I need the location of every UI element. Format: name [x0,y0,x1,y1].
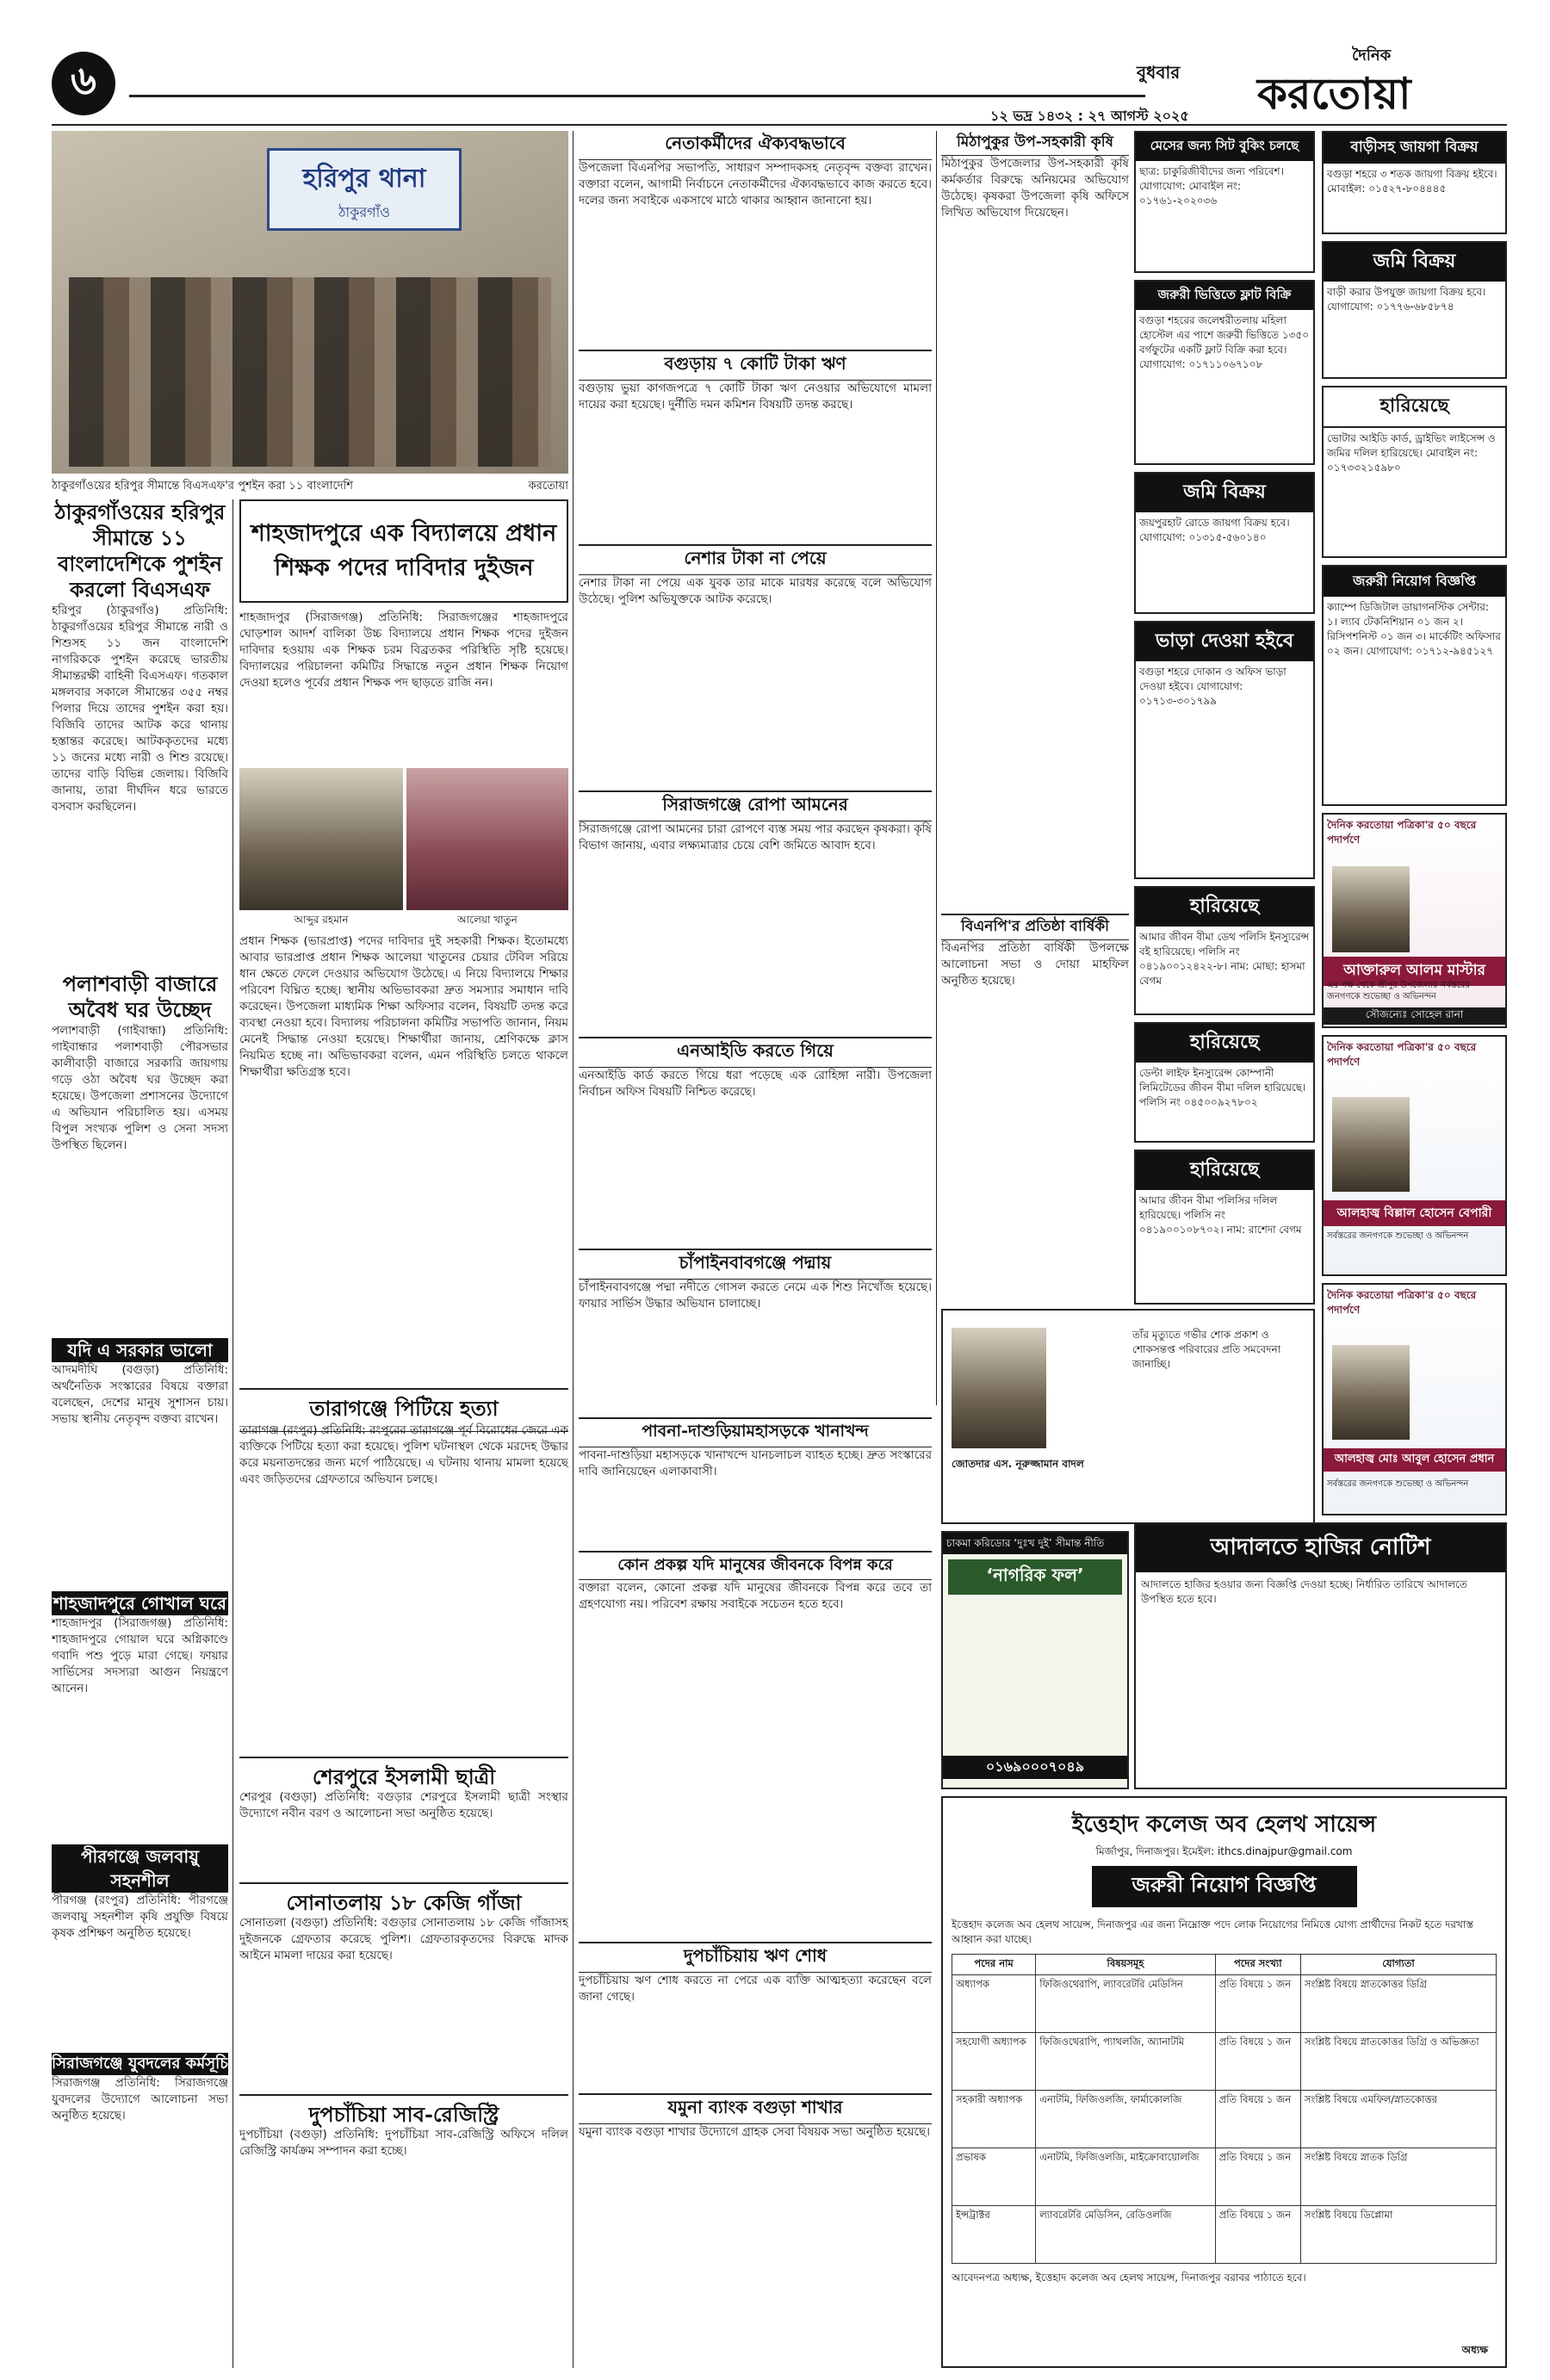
ad-job-1-body: ক্যাম্পে ডিজিটাল ডায়াগনস্টিক সেন্টার: ১। ল্যাব টেকনিশিয়ান ০১ জন ২। রিসিপশনিস্ট ০১ জন ৩। মার্কেটিং অফিসার ০২ জন। যোগাযোগ: ০১৭১২-৯৪৫১২৭ [1327,601,1501,657]
ad-land-1 [1322,131,1507,234]
college-sign: অধ্যক্ষ [1461,2344,1488,2356]
table-cell: সংশ্লিষ্ট বিষয়ে স্নাতকোত্তর ডিগ্রি ও অভিজ্ঞতা [1300,2033,1496,2091]
nagorik-top: চাকমা করিডোর ‘দুঃখ দুই’ সীমান্ত নীতি [943,1533,1127,1554]
headline-unity: নেতাকর্মীদের ঐক্যবদ্ধভাবে [579,131,932,160]
headline-sherpur: শেরপুরে ইসলামী ছাত্রী [239,1757,568,1800]
article-pirganj: পীরগঞ্জ (রংপুর) প্রতিনিধি: পীরগঞ্জে জলবায়ু সহনশীল কৃষি প্রযুক্তি বিষয়ে কৃষক প্রশিক্ষণ অনুষ্ঠিত হয়েছে। [52,1893,228,1940]
table-cell: এনাটমি, ফিজিওলজি, মাইক্রোবায়োলজি [1036,2148,1215,2206]
ad-land-2-body: বাড়ী করার উপযুক্ত জায়গা বিক্রয় হবে। যোগাযোগ: ০১৭৭৬-৬৮৫৮৭৪ [1327,286,1486,313]
ad-lost-3b [1134,1022,1315,1143]
headline-dupchanchia-registry: দুপচাঁচিয়া সাব-রেজিস্ট্রি [239,2094,568,2137]
ad-lost-1-body: ভোটার আইডি কার্ড, ড্রাইভিং লাইসেন্স ও জমির দলিল হারিয়েছে। মোবাইল নং: ০১৭৩৩২১৫৯৮০ [1327,432,1496,474]
article-sonatola: সোনাতলা (বগুড়া) প্রতিনিধি: বগুড়ার সোনাতলায় ১৮ কেজি গাঁজাসহ দুইজনকে গ্রেফতার করেছে পুলিশ। গ্রেফতারকৃতদের বিরুদ্ধে মাদক আইনে মামলা দায়ের করা হয়েছে। [239,1916,568,1962]
table-cell: সহকারী অধ্যাপক [952,2091,1036,2148]
ad-mess-title: মেসের জন্য সিট বুকিং চলছে [1136,133,1313,161]
column-rule-3 [936,131,937,1405]
ad-lost-1 [1322,386,1507,558]
congrats-3-name: আলহাজ্ব মোঃ আবুল হোসেন প্রধান [1324,1448,1505,1472]
article-shahjadpur-fire: শাহজাদপুর (সিরাজগঞ্জ) প্রতিনিধি: শাহজাদপুরে গোয়াল ঘরে অগ্নিকাণ্ডে গবাদি পশু পুড়ে মারা গেছে। ফায়ার সার্ভিসের সদস্যরা আগুন নিয়ন্ত্রণে আনেন। [52,1616,228,1695]
court-notice-body: আদালতে হাজির হওয়ার জন্য বিজ্ঞপ্তি দেওয়া হচ্ছে। নির্ধারিত তারিখে আদালতে উপস্থিত হতে হবে। [1141,1578,1467,1605]
caption-aleya-khatun: আলেয়া খাতুন [457,914,518,926]
sign-sub: ঠাকুরগাঁও [338,204,391,220]
lead-headline: শাহজাদপুরে এক বিদ্যালয়ে প্রধান শিক্ষক পদের দাবিদার দুইজন [251,520,557,581]
congrats-1-name: আক্তারুল আলম মাস্টার [1324,957,1505,986]
condolence-name: জোতদার এস. নূরুজ্জামান বাদল [952,1458,1084,1470]
headline-dupchanchia-loan: দুপচাঁচিয়ায় ঋণ শোধ [579,1942,932,1973]
article-unity: উপজেলা বিএনপির সভাপতি, সাধারণ সম্পাদকসহ নেতৃবৃন্দ বক্তব্য রাখেন। বক্তারা বলেন, আগামী নির্বাচনে নেতাকর্মীদের ঐক্যবদ্ধভাবে কাজ করতে হবে। দলের জন্য সবাইকে একসাথে মাঠে থাকার আহ্বান জানানো হয়। [579,161,932,208]
congrats-3-photo [1332,1345,1410,1440]
headline-jamuna-bank: যমুনা ব্যাংক বগুড়া শাখার [579,2093,932,2124]
headline-sarkar: যদি এ সরকার ভালো [52,1338,228,1362]
table-cell: সংশ্লিষ্ট বিষয়ে এমফিল/স্নাতকোত্তর [1300,2091,1496,2148]
ad-lost-3-body: ডেল্টা লাইফ ইনস্যুরেন্স কোম্পানী লিমিটেডের জীবন বীমা দলিল হারিয়েছে। পলিসি নং ০৪৫০০৯২৭৮০২ [1139,1067,1306,1108]
police-station-sign [267,148,462,231]
headline-addiction: নেশার টাকা না পেয়ে [579,544,932,575]
ad-college-recruitment [941,1796,1507,2368]
logo-small: দৈনিক [1352,46,1392,65]
table-cell: প্রতি বিষয়ে ১ জন [1215,2206,1300,2264]
headline-sonatola: সোনাতলায় ১৮ কেজি গাঁজা [239,1882,568,1925]
lead-intro: শাহজাদপুর (সিরাজগঞ্জ) প্রতিনিধি: সিরাজগঞ্জের শাহজাদপুরে ঘোড়শাল আদর্শ বালিকা উচ্চ বিদ্যালয়ে প্রধান শিক্ষক পদের দুইজন দাবিদার হওয়ায় এক শিক্ষক চরম বিব্রতকর পরিস্থিতি সৃষ্টি হয়েছে। বিদ্যালয়ের পরিচালনা কমিটির সিদ্ধান্তে নতুন প্রধান শিক্ষক নিয়োগ দেওয়া হলেও পূর্বের প্রধান শিক্ষক পদ ছাড়তে রাজি নন। [239,610,568,690]
table-cell: এনাটমি, ফিজিওলজি, ফার্মাকোলজি [1036,2091,1215,2148]
article-taraganj: তারাগঞ্জ (রংপুর) প্রতিনিধি: রংপুরের তারাগঞ্জে পূর্ব বিরোধের জেরে এক ব্যক্তিকে পিটিয়ে হত্যা করা হয়েছে। পুলিশ ঘটনাস্থল থেকে মরদেহ উদ্ধার করে ময়নাতদন্তের জন্য মর্গে পাঠিয়েছে। এ ঘটনায় থানায় মামলা হয়েছে এবং জড়িতদের গ্রেফতারে অভিযান চলছে। [239,1423,568,1486]
article-sherpur: শেরপুর (বগুড়া) প্রতিনিধি: বগুড়ার শেরপুরে ইসলামী ছাত্রী সংস্থার উদ্যোগে নবীন বরণ ও আলোচনা সভা অনুষ্ঠিত হয়েছে। [239,1790,568,1820]
page-number-badge [52,52,115,115]
headline-mithapukur: মিঠাপুকুর উপ-সহকারী কৃষি [941,131,1129,156]
headline-palashbari: পলাশবাড়ী বাজারে অবৈধ ঘর উচ্ছেদ [62,971,218,1022]
table-cell: ল্যাবরেটরি মেডিসিন, রেডিওলজি [1036,2206,1215,2264]
headline-nid: এনআইডি করতে গিয়ে [579,1037,932,1068]
masthead-rule [129,95,1145,97]
ad-land-2-title: জমি বিক্রয় [1324,243,1505,282]
article-jamuna-bank: যমুনা ব্যাংক বগুড়া শাখার উদ্যোগে গ্রাহক সেবা বিষয়ক সভা অনুষ্ঠিত হয়েছে। [579,2125,930,2139]
college-table-wrap [943,1950,1505,2267]
page-number: ৬ [71,57,96,103]
ad-job-1 [1322,565,1507,806]
lead-body: প্রধান শিক্ষক (ভারপ্রাপ্ত) পদের দাবিদার দুই সহকারী শিক্ষক। ইতোমধ্যে আবার ভারপ্রাপ্ত প্রধান শিক্ষক আলেয়া খাতুনের চেয়ার টেবিল সরিয়ে ধান ক্ষেতে ফেলে দেওয়ার অভিযোগ উঠেছে। এ নিয়ে বিদ্যালয়ে শিক্ষার পরিবেশ বিঘ্নিত হচ্ছে। স্থানীয় অভিভাবকরা দ্রুত সমস্যার সমাধান দাবি করেছেন। উপজেলা মাধ্যমিক শিক্ষা অফিসার বলেন, বিষয়টি তদন্ত করে ব্যবস্থা নেওয়া হবে। বিদ্যালয় পরিচালনা কমিটির সভাপতি জানান, নিয়ম মেনেই সিদ্ধান্ত নেওয়া হয়েছে। শিক্ষার্থীরা জানায়, শ্রেণিকক্ষে ক্লাস নিয়মিত হচ্ছে না। অভিভাবকরা বলেন, এমন পরিস্থিতি চলতে থাকলে শিক্ষার্থীরা ক্ষতিগ্রস্ত হবে। [239,934,568,1079]
ad-rent [1134,621,1315,879]
article-mithapukur: মিঠাপুকুর উপজেলার উপ-সহকারী কৃষি কর্মকর্তার বিরুদ্ধে অনিয়মের অভিযোগ উঠেছে। কৃষকরা উপজেলা কৃষি অফিসে লিখিত অভিযোগ দিয়েছেন। [941,157,1129,220]
ad-land-1-title: বাড়ীসহ জায়গা বিক্রয় [1324,133,1505,164]
table-cell: অধ্যাপক [952,1975,1036,2033]
table-header-cell: যোগ্যতা [1300,1955,1496,1975]
table-cell: প্রতি বিষয়ে ১ জন [1215,2091,1300,2148]
ad-rent-title: ভাড়া দেওয়া হইবে [1136,623,1313,661]
college-job-table [952,1954,1497,2264]
ad-land-3-title: জমি বিক্রয় [1136,474,1313,512]
table-cell: ফিজিওথেরাপি, ল্যাবরেটরি মেডিসিন [1036,1975,1215,2033]
headline-haripur: ঠাকুরগাঁওয়ের হরিপুর সীমান্তে ১১ বাংলাদেশিকে পুশইন করলো বিএসএফ [54,499,226,602]
headline-bnp-anniversary: বিএনপি'র প্রতিষ্ঠা বার্ষিকী [941,914,1129,940]
ad-flat-title: জরুরী ভিত্তিতে ফ্লাট বিক্রি [1136,282,1313,310]
congrats-2-top: দৈনিক করতোয়া পত্রিকা'র ৫০ বছরে পদার্পণে [1327,1041,1477,1068]
college-footer: আবেদনপত্র অধ্যক্ষ, ইত্তেহাদ কলেজ অব হেলথ সায়েন্স, দিনাজপুর বরাবর পাঠাতে হবে। [952,2272,1306,2284]
headline-padma: চাঁপাইনবাবগঞ্জে পদ্মায় [579,1249,932,1280]
article-padma: চাঁপাইনবাবগঞ্জে পদ্মা নদীতে গোসল করতে নেমে এক শিশু নিখোঁজ হয়েছে। ফায়ার সার্ভিস উদ্ধার অভিযান চালাচ্ছে। [579,1280,932,1311]
congrats-akhtarul [1322,813,1507,1028]
college-address: মির্জাপুর, দিনাজপুর। ইমেইল: ithcs.dinajpur@gmail.com [1095,1845,1353,1857]
table-row [952,2206,1497,2264]
table-cell: সংশ্লিষ্ট বিষয়ে ডিপ্লোমা [1300,2206,1496,2264]
headline-sirajganj-jubodal: সিরাজগঞ্জে যুবদলের কর্মসূচি [52,2053,228,2075]
table-cell: ইন্সট্রাক্টর [952,2206,1036,2264]
lead-headline-box [239,499,568,603]
article-palashbari: পলাশবাড়ী (গাইবান্ধা) প্রতিনিধি: গাইবান্ধার পলাশবাড়ী পৌরসভার কালীবাড়ী বাজারে সরকারি জায়গায় গড়ে ওঠা অবৈধ ঘর উচ্ছেদ করা হয়েছে। উপজেলা প্রশাসনের উদ্যোগে এ অভিযান পরিচালিত হয়। এসময় বিপুল সংখ্যক পুলিশ ও সেনা সদস্য উপস্থিত ছিলেন। [52,1024,228,1152]
table-row [952,2033,1497,2091]
ad-court-notice [1134,1522,1507,1789]
ad-lost-2-title: হারিয়েছে [1136,888,1313,927]
congrats-1-sponsor: সৌজন্যেঃ সোহেল রানা [1324,1007,1505,1025]
congrats-2-sub: সর্বস্তরের জনগণকে শুভেচ্ছা ও অভিনন্দন [1327,1231,1469,1241]
article-dupchanchia-loan: দুপচাঁচিয়ায় ঋণ শোধ করতে না পেরে এক ব্যক্তি আত্মহত্যা করেছেন বলে জানা গেছে। [579,1974,932,2004]
headline-pabna-road: পাবনা-দাশুড়িয়ামহাসড়কে খানাখন্দ [579,1417,932,1447]
court-notice-title: আদালতে হাজির নোটিশ [1136,1524,1505,1572]
people-group [69,277,551,467]
ad-mess-body: ছাত্র: চাকুরিজীবীদের জন্য পরিবেশ। যোগাযোগ: মোবাইল নং: ০১৭৬১-২০২০৩৬ [1139,165,1284,207]
masthead-bottom-rule [52,124,1507,126]
table-row [952,2148,1497,2206]
ad-land-2 [1322,241,1507,379]
table-row [952,2091,1497,2148]
condolence-body: তাঁর মৃত্যুতে গভীর শোক প্রকাশ ও শোকসন্তপ্ত পরিবারের প্রতি সমবেদনা জানাচ্ছি। [1132,1329,1281,1370]
ad-lost-3-title: হারিয়েছে [1136,1024,1313,1063]
ad-flat [1134,280,1315,465]
news-column-3 [579,131,932,2368]
ad-nagorik [941,1531,1129,1789]
congrats-1-photo [1332,866,1410,952]
left-column [52,499,228,2368]
congrats-abul-hossain-box [1322,1283,1507,1515]
headline-aman: সিরাজগঞ্জে রোপা আমনের [579,790,932,821]
caption-abdur-rahman: আব্দুর রহমান [294,914,349,926]
caption-credit: করতোয়া [528,480,568,493]
article-dupchanchia-registry: দুপচাঁচিয়া (বগুড়া) প্রতিনিধি: দুপচাঁচিয়া সাব-রেজিস্ট্রি অফিসে দলিল রেজিস্ট্রি কার্যক্রম সম্পাদন করা হচ্ছে। [239,2128,568,2158]
article-project: বক্তারা বলেন, কোনো প্রকল্প যদি মানুষের জীবনকে বিপন্ন করে তবে তা গ্রহণযোগ্য নয়। পরিবেশ রক্ষায় সবাইকে সচেতন হতে হবে। [579,1581,932,1611]
ad-land-3 [1134,472,1315,614]
photo-abdur-rahman [239,768,403,910]
congrats-2-name: আলহাজ্ব বিল্লাল হোসেন বেপারী [1324,1200,1505,1226]
ad-lost-1-title: হারিয়েছে [1324,387,1505,428]
photo-caption [52,478,568,496]
table-cell: সহযোগী অধ্যাপক [952,2033,1036,2091]
ad-mess [1134,131,1315,273]
news-column-4 [941,131,1129,1405]
congrats-1-top: দৈনিক করতোয়া পত্রিকা'র ৫০ বছরে পদার্পণে [1327,819,1477,846]
ad-lost-4-title: হারিয়েছে [1136,1151,1313,1190]
headline-taraganj: তারাগঞ্জে পিটিয়ে হত্যা [239,1388,568,1432]
newspaper-logo [1257,43,1507,121]
table-header-cell: বিষয়সমূহ [1036,1955,1215,1975]
congrats-3-top: দৈনিক করতোয়া পত্রিকা'র ৫০ বছরে পদার্পণে [1327,1289,1477,1316]
headline-pirganj: পীরগঞ্জে জলবায়ু সহনশীল [52,1844,228,1893]
table-cell: সংশ্লিষ্ট বিষয়ে স্নাতকোত্তর ডিগ্রি [1300,1975,1496,2033]
ad-lost-4-body: আমার জীবন বীমা পলিসির দলিল হারিয়েছে। পলিসি নং ০৪১৯০০১০৮৭০২। নাম: রাশেদা বেগম [1139,1194,1302,1236]
table-cell: প্রতি বিষয়ে ১ জন [1215,2148,1300,2206]
table-header-cell: পদের নাম [952,1955,1036,1975]
condolence-box [941,1309,1315,1524]
article-nid: এনআইডি কার্ড করতে গিয়ে ধরা পড়েছে এক রোহিঙ্গা নারী। উপজেলা নির্বাচন অফিস বিষয়টি নিশ্চিত করেছে। [579,1069,932,1099]
logo-big: করতোয়া [1257,68,1411,119]
caption-text: ঠাকুরগাঁওয়ের হরিপুর সীমান্তে বিএসএফ'র পুশইন করা ১১ বাংলাদেশি [52,480,353,493]
college-name: ইত্তেহাদ কলেজ অব হেলথ সায়েন্স [1071,1812,1377,1838]
headline-bogura-loan: বগুড়ায় ৭ কোটি টাকা ঋণ [579,350,932,381]
ad-job-1-title: জরুরী নিয়োগ বিজ্ঞপ্তি [1324,567,1505,597]
table-cell: সংশ্লিষ্ট বিষয়ে স্নাতক ডিগ্রি [1300,2148,1496,2206]
photo-aleya-khatun [406,768,568,910]
main-photo [52,131,568,474]
article-addiction: নেশার টাকা না পেয়ে এক যুবক তার মাকে মারধর করেছে বলে অভিযোগ উঠেছে। পুলিশ অভিযুক্তকে আটক করেছে। [579,576,932,606]
ad-rent-body: বগুড়া শহরে দোকান ও অফিস ভাড়া দেওয়া হইবে। যোগাযোগ: ০১৭১৩-৩০১৭৯৯ [1139,666,1286,707]
congrats-2-photo [1332,1097,1410,1192]
ad-lost-4 [1134,1150,1315,1305]
congrats-1-sub: এর পক্ষ থেকে শ্রীপুর উপজেলার সর্বস্তরের জনগণকে শুভেচ্ছা ও অভিনন্দন [1327,981,1470,1001]
article-sirajganj-jubodal: সিরাজগঞ্জ প্রতিনিধি: সিরাজগঞ্জে যুবদলের উদ্যোগে আলোচনা সভা অনুষ্ঠিত হয়েছে। [52,2076,228,2123]
college-headline: জরুরী নিয়োগ বিজ্ঞপ্তি [1092,1866,1357,1907]
congrats-billal [1322,1035,1507,1276]
table-cell: প্রতি বিষয়ে ১ জন [1215,1975,1300,2033]
sign-title: হরিপুর থানা [302,164,426,194]
headline-shahjadpur-fire: শাহজাদপুরে গোখাল ঘরে [53,1593,227,1614]
table-row [952,1975,1497,2033]
article-bnp-anniversary: বিএনপির প্রতিষ্ঠা বার্ষিকী উপলক্ষে আলোচনা সভা ও দোয়া মাহফিল অনুষ্ঠিত হয়েছে। [941,941,1129,988]
congrats-3-sub: সর্বস্তরের জনগণকে শুভেচ্ছা ও অভিনন্দন [1327,1479,1469,1489]
article-bogura-loan: বগুড়ায় ভুয়া কাগজপত্রে ৭ কোটি টাকা ঋণ নেওয়ার অভিযোগে মামলা দায়ের করা হয়েছে। দুর্নীতি দমন কমিশন বিষয়টি তদন্ত করছে। [579,381,932,412]
masthead-day: বুধবার [1137,62,1181,83]
nagorik-title: ‘নাগরিক ফল’ [948,1559,1122,1595]
article-sarkar: আদমদীঘি (বগুড়া) প্রতিনিধি: অর্থনৈতিক সংস্কারের বিষয়ে বক্তারা বলেছেন, দেশের মানুষ সুশাসন চায়। সভায় স্থানীয় নেতৃবৃন্দ বক্তব্য রাখেন। [52,1363,228,1426]
nagorik-phone: ০১৬৯০০০৭০৪৯ [943,1756,1127,1779]
table-cell: ফিজিওথেরাপি, প্যাথলজি, অ্যানাটমি [1036,2033,1215,2091]
headline-project: কোন প্রকল্প যদি মানুষের জীবনকে বিপন্ন করে [579,1551,932,1580]
ad-lost-2-body: আমার জীবন বীমা ডেথ পলিসি ইনস্যুরেন্স বই হারিয়েছে। পলিসি নং ০৪১৯০০১২৪২২-৮। নাম: মোছা: হাসমা বেগম [1139,931,1310,987]
column-rule-2 [573,131,574,2368]
column-rule-1 [232,499,233,2368]
ad-lost-2 [1134,886,1315,1015]
article-pabna-road: পাবনা-দাশুড়িয়া মহাসড়কে খানাখন্দে যানচলাচল ব্যাহত হচ্ছে। দ্রুত সংস্কারের দাবি জানিয়েছেন এলাকাবাসী। [579,1448,932,1478]
masthead-date: ১২ ভদ্র ১৪৩২ : ২৭ আগস্ট ২০২৫ [990,108,1189,124]
college-intro: ইত্তেহাদ কলেজ অব হেলথ সায়েন্স, দিনাজপুর এর জন্য নিম্নোক্ত পদে লোক নিয়োগের নিমিত্তে যোগ্য প্রার্থীদের নিকট হতে দরখাস্ত আহ্বান করা যাচ্ছে। [952,1918,1473,1945]
table-cell: প্রভাষক [952,2148,1036,2206]
condolence-photo [952,1328,1046,1448]
ad-land-3-body: জয়পুরহাট রোডে জায়গা বিক্রয় হবে। যোগাযোগ: ০১৩১৫-৫৬০১৪০ [1139,517,1290,543]
table-header-cell: পদের সংখ্যা [1215,1955,1300,1975]
table-cell: প্রতি বিষয়ে ১ জন [1215,2033,1300,2091]
article-haripur: হরিপুর (ঠাকুরগাঁও) প্রতিনিধি: ঠাকুরগাঁওয়ের হরিপুর সীমান্তে নারী ও শিশুসহ ১১ জন বাংলাদেশি নাগরিককে পুশইন করেছে ভারতীয় সীমান্তরক্ষী বাহিনী বিএসএফ। গতকাল মঙ্গলবার সকালে সীমান্তের ৩৫৫ নম্বর পিলার দিয়ে তাদের পুশইন করা হয়। বিজিবি তাদের আটক করে থানায় হস্তান্তর করেছে। আটককৃতদের মধ্যে ১১ জনের মধ্যে নারী ও শিশু রয়েছে। তাদের বাড়ি বিভিন্ন জেলায়। বিজিবি জানায়, তারা দীর্ঘদিন ধরে ভারতে বসবাস করছিলেন। [52,604,228,814]
article-aman: সিরাজগঞ্জে রোপা আমনের চারা রোপণে ব্যস্ত সময় পার করছেন কৃষকরা। কৃষি বিভাগ জানায়, এবার লক্ষ্যমাত্রার চেয়ে বেশি জমিতে আবাদ হবে। [579,822,932,852]
ad-flat-body: বগুড়া শহরের জলেশ্বরীতলায় মহিলা হোস্টেল এর পাশে জরুরী ভিত্তিতে ১৩৫০ বর্গফুটের একটি ফ্লাট বিক্রি করা হবে। যোগাযোগ: ০১৭১১০৬৭১০৮ [1139,314,1310,370]
ad-land-1-body: বগুড়া শহরে ৩ শতক জায়গা বিক্রয় হইবে। মোবাইল: ০১৫২৭-৮০৪৪৪৫ [1327,168,1497,195]
